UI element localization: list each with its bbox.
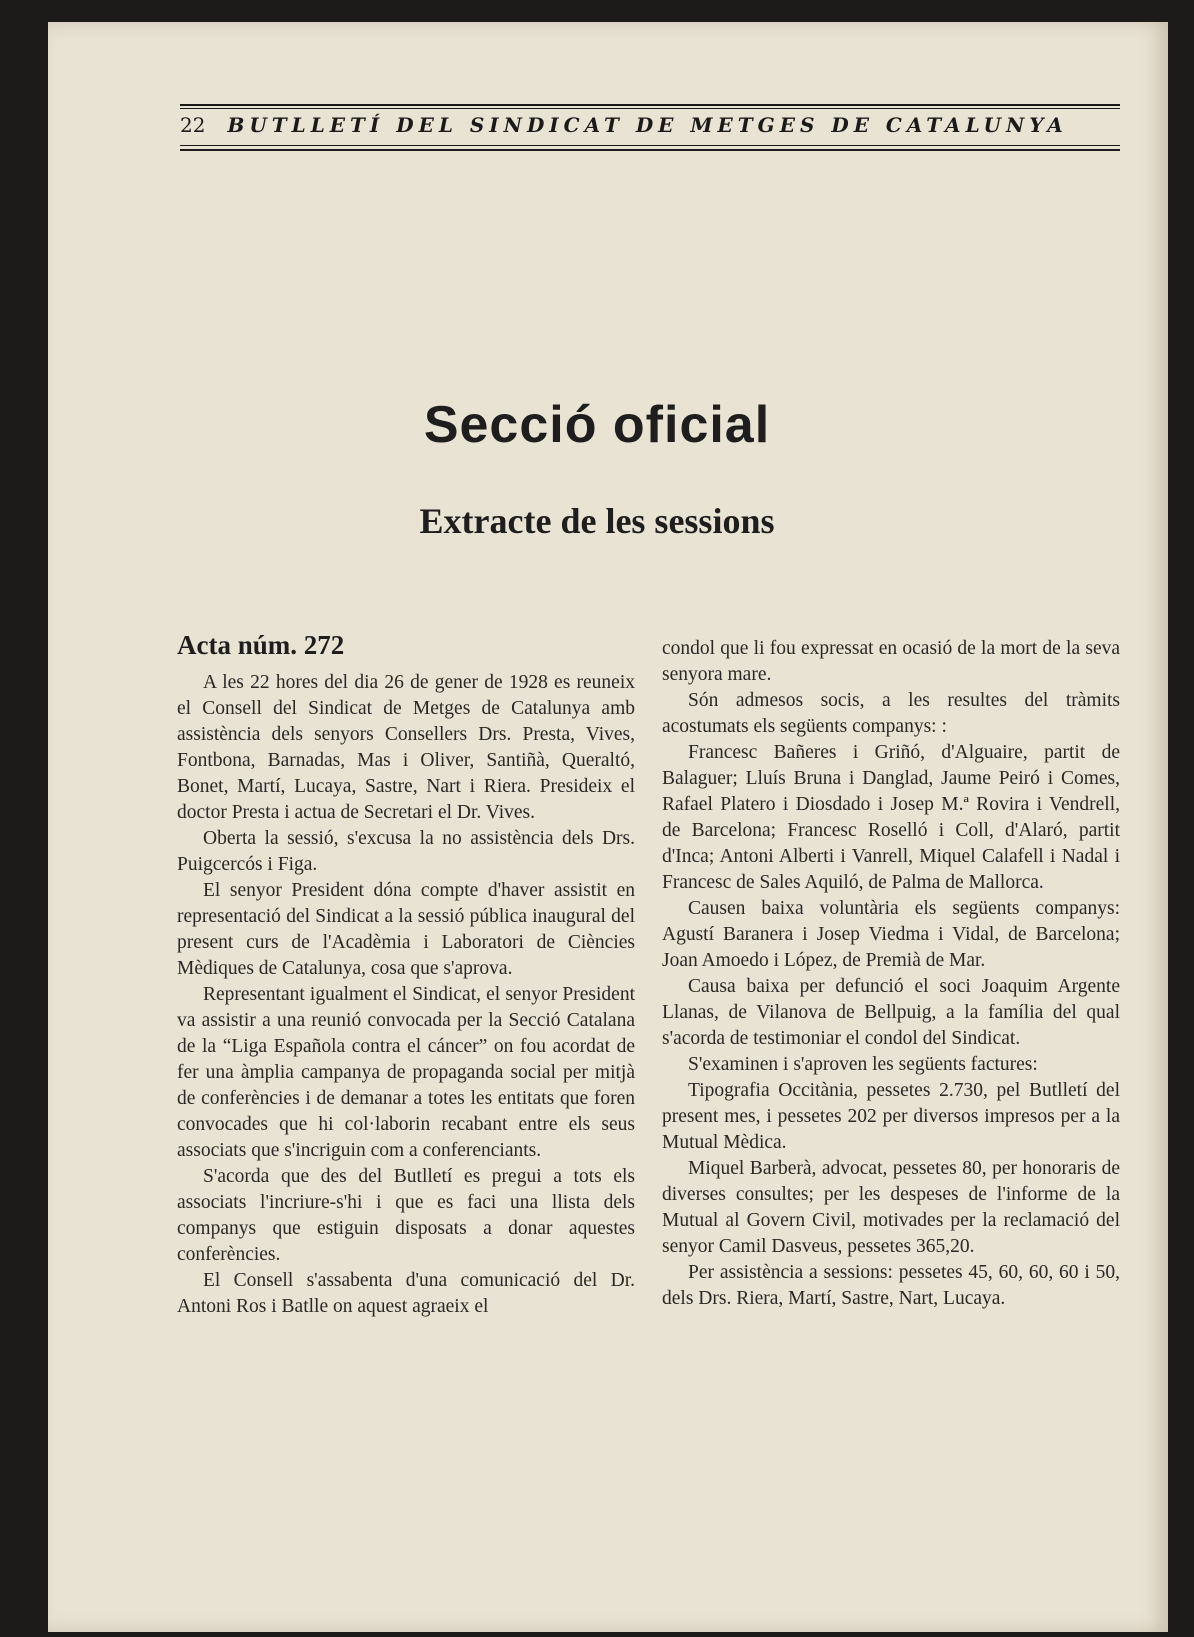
paragraph: S'acorda que des del Butlletí es pregui a tots els associats l'incriure-s'hi i que es faci una llista dels companys que estiguin disposats a donar aquestes conferències. bbox=[177, 1166, 635, 1265]
paragraph: S'examinen i s'aproven les següents factures: bbox=[688, 1054, 1038, 1075]
paragraph: A les 22 hores del dia 26 de gener de 1928 es reuneix el Consell del Sindicat de Metges de Catalunya amb assistència dels senyors Consellers Drs. Presta, Vives, Fontbona, Barnadas, Mas i Oliver, Santiñà, Queraltó, Bonet, Martí, Lucaya, Sastre, Nart i Riera. Presideix el doctor Presta i actua de Secretari el Dr. Vives. bbox=[177, 672, 635, 823]
paragraph: Per assistència a sessions: pessetes 45, 60, 60, 60 i 50, dels Drs. Riera, Martí, Sastre, Nart, Lucaya. bbox=[662, 1262, 1120, 1309]
paragraph: Són admesos socis, a les resultes del tràmits acostumats els següents companys: : bbox=[662, 690, 1120, 737]
paragraph: El Consell s'assabenta d'una comunicació del Dr. Antoni Ros i Batlle on aquest agraeix el bbox=[177, 1270, 635, 1317]
section-title: Secció oficial bbox=[423, 396, 771, 454]
paragraph: Representant igualment el Sindicat, el senyor President va assistir a una reunió convocada per la Secció Catalana de la “Liga Española contra el cáncer” on fou acordat de fer una àmplia campanya de propaganda social per mitjà de conferències i de demanar a totes les entitats que foren convocades que hi col·laborin recabant entre els seus associats que s'incriguin com a conferenciants. bbox=[177, 984, 635, 1161]
paragraph: Miquel Barberà, advocat, pessetes 80, per honoraris de diverses consultes; per les despeses de l'informe de la Mutual al Govern Civil, motivades per la reclamació del senyor Camil Dasveus, pessetes 365,20. bbox=[662, 1158, 1120, 1257]
paragraph: El senyor President dóna compte d'haver assistit en representació del Sindicat a la sessió pública inaugural del present curs de l'Acadèmia i Laboratori de Ciències Mèdiques de Catalunya, cosa que s'aprova. bbox=[177, 880, 635, 979]
header-rule-top-thin bbox=[180, 108, 1120, 109]
right-column bbox=[662, 636, 1120, 1312]
paragraph: Oberta la sessió, s'excusa la no assistència dels Drs. Puigcercós i Figa. bbox=[177, 828, 635, 875]
paragraph: Tipografia Occitània, pessetes 2.730, pel Butlletí del present mes, i pessetes 202 per diversos impresos per a la Mutual Mèdica. bbox=[662, 1080, 1120, 1153]
paragraph: condol que li fou expressat en ocasió de la mort de la seva senyora mare. bbox=[662, 638, 1120, 685]
left-column bbox=[177, 630, 635, 1320]
acta-heading: Acta núm. 272 bbox=[177, 630, 345, 660]
journal-title: BUTLLETÍ DEL SINDICAT DE METGES DE CATALUNYA bbox=[227, 113, 1068, 137]
paragraph: Francesc Bañeres i Griñó, d'Alguaire, partit de Balaguer; Lluís Bruna i Danglad, Jaume Peiró i Comes, Rafael Platero i Diosdado i Josep M.ª Rovira i Vendrell, de Barcelona; Francesc Roselló i Coll, d'Alaró, partit d'Inca; Antoni Alberti i Vanrell, Miquel Calafell i Nadal i Francesc de Sales Aquiló, de Palma de Mallorca. bbox=[662, 742, 1120, 893]
paragraph: Causa baixa per defunció el soci Joaquim Argente Llanas, de Vilanova de Bellpuig, a la família del qual s'acorda de testimoniar el condol del Sindicat. bbox=[662, 976, 1120, 1049]
header-rule-top bbox=[180, 104, 1120, 106]
header-rule-bottom-thin bbox=[180, 145, 1120, 146]
header-rule-bottom bbox=[180, 149, 1120, 151]
section-subtitle: Extracte de les sessions bbox=[419, 501, 775, 541]
running-head bbox=[180, 110, 1120, 140]
page-number: 22 bbox=[180, 113, 206, 137]
paragraph: Causen baixa voluntària els següents companys: Agustí Baranera i Josep Viedma i Vidal, de Barcelona; Joan Amoedo i López, de Premià de Mar. bbox=[662, 898, 1120, 971]
